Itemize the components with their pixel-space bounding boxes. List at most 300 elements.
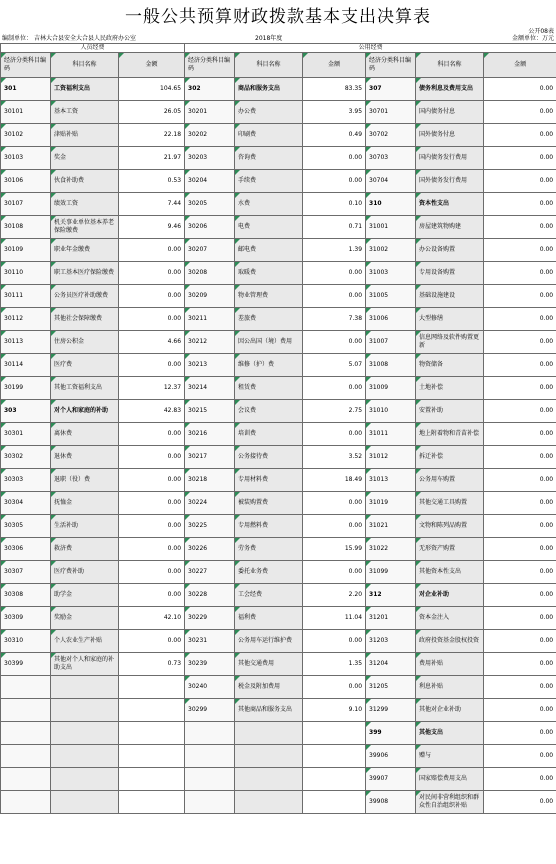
amount-cell: 9.46 [119, 216, 185, 239]
amount-cell: 0.00 [303, 331, 366, 354]
amount-cell: 0.00 [484, 607, 556, 630]
name-cell: 租赁费 [235, 377, 303, 400]
name-cell: 公务用车运行维护费 [235, 630, 303, 653]
report-meta [0, 33, 556, 43]
code-cell: 312 [366, 584, 416, 607]
code-cell: 30231 [185, 630, 235, 653]
amount-cell: 4.66 [119, 331, 185, 354]
amount-cell: 0.00 [119, 492, 185, 515]
name-cell [51, 745, 119, 768]
name-cell: 工会经费 [235, 584, 303, 607]
name-cell: 机关事业单位基本养老保险缴费 [51, 216, 119, 239]
name-cell: 医疗费 [51, 354, 119, 377]
name-cell: 劳务费 [235, 538, 303, 561]
amount-cell: 0.00 [484, 423, 556, 446]
code-cell: 30239 [185, 653, 235, 676]
name-cell: 其他工资福利支出 [51, 377, 119, 400]
amount-cell: 0.00 [484, 216, 556, 239]
amount-cell [303, 791, 366, 814]
amount-cell: 104.65 [119, 78, 185, 101]
name-cell: 培训费 [235, 423, 303, 446]
name-cell: 福利费 [235, 607, 303, 630]
table-row [1, 791, 556, 814]
code-cell: 30107 [1, 193, 51, 216]
name-cell: 国内债务付息 [416, 101, 484, 124]
table-row [1, 423, 556, 446]
name-cell: 文物和陈列品购置 [416, 515, 484, 538]
amount-cell: 0.00 [484, 331, 556, 354]
code-cell: 31001 [366, 216, 416, 239]
table-row [1, 216, 556, 239]
name-cell: 办公费 [235, 101, 303, 124]
name-cell: 房屋建筑物购建 [416, 216, 484, 239]
name-cell [235, 791, 303, 814]
amount-cell: 0.00 [484, 101, 556, 124]
code-cell: 30199 [1, 377, 51, 400]
name-cell [51, 791, 119, 814]
name-cell [51, 722, 119, 745]
name-cell: 对民间非营利组织和群众性自治组织补贴 [416, 791, 484, 814]
code-cell [1, 676, 51, 699]
code-cell: 30209 [185, 285, 235, 308]
amount-cell: 0.00 [484, 239, 556, 262]
amount-cell: 2.75 [303, 400, 366, 423]
amount-cell: 0.00 [303, 147, 366, 170]
code-cell: 31003 [366, 262, 416, 285]
amount-cell: 83.35 [303, 78, 366, 101]
code-cell: 30212 [185, 331, 235, 354]
name-cell: 职业年金缴费 [51, 239, 119, 262]
name-cell: 办公设备购置 [416, 239, 484, 262]
amount-cell: 18.49 [303, 469, 366, 492]
amount-cell: 3.52 [303, 446, 366, 469]
amount-cell: 0.00 [484, 791, 556, 814]
amount-cell: 0.00 [484, 561, 556, 584]
name-cell: 国外债务付息 [416, 124, 484, 147]
amount-cell: 11.04 [303, 607, 366, 630]
code-cell: 30701 [366, 101, 416, 124]
amount-cell: 0.00 [484, 78, 556, 101]
name-cell: 退职（役）费 [51, 469, 119, 492]
code-cell: 30309 [1, 607, 51, 630]
amount-cell: 0.00 [119, 584, 185, 607]
code-cell: 302 [185, 78, 235, 101]
table-row [1, 745, 556, 768]
table-row [1, 446, 556, 469]
code-cell [185, 768, 235, 791]
name-cell: 被装购置费 [235, 492, 303, 515]
code-cell: 30308 [1, 584, 51, 607]
table-row [1, 584, 556, 607]
code-cell: 30103 [1, 147, 51, 170]
code-cell: 30299 [185, 699, 235, 722]
table-row [1, 400, 556, 423]
code-cell: 31019 [366, 492, 416, 515]
col-header-amount: 金额 [303, 53, 366, 78]
code-cell: 39906 [366, 745, 416, 768]
name-cell: 国家赔偿费用支出 [416, 768, 484, 791]
code-cell: 30102 [1, 124, 51, 147]
table-row [1, 607, 556, 630]
code-cell: 30226 [185, 538, 235, 561]
amount-cell: 0.00 [303, 262, 366, 285]
table-row [1, 768, 556, 791]
amount-cell: 0.00 [484, 768, 556, 791]
report-year: 2018年度 [255, 35, 283, 42]
table-row [1, 308, 556, 331]
name-cell: 大型修缮 [416, 308, 484, 331]
code-cell: 30301 [1, 423, 51, 446]
name-cell: 住房公积金 [51, 331, 119, 354]
code-cell: 30101 [1, 101, 51, 124]
table-row [1, 285, 556, 308]
name-cell: 抚恤金 [51, 492, 119, 515]
table-row [1, 193, 556, 216]
amount-cell: 0.73 [119, 653, 185, 676]
amount-cell: 0.00 [484, 699, 556, 722]
amount-cell: 0.00 [484, 446, 556, 469]
name-cell: 电费 [235, 216, 303, 239]
unit-label: 编制单位： [2, 35, 33, 42]
amount-cell: 0.00 [484, 400, 556, 423]
code-cell: 31007 [366, 331, 416, 354]
name-cell [51, 676, 119, 699]
amount-cell: 0.00 [484, 630, 556, 653]
code-cell: 31021 [366, 515, 416, 538]
amount-cell: 0.00 [303, 561, 366, 584]
amount-cell: 0.00 [119, 446, 185, 469]
code-cell: 30216 [185, 423, 235, 446]
code-cell: 31009 [366, 377, 416, 400]
code-cell: 31011 [366, 423, 416, 446]
name-cell: 国外债务发行费用 [416, 170, 484, 193]
amount-cell [303, 745, 366, 768]
amount-cell: 0.00 [119, 538, 185, 561]
code-cell [1, 768, 51, 791]
code-cell: 30108 [1, 216, 51, 239]
name-cell: 其他商品和服务支出 [235, 699, 303, 722]
name-cell: 手续费 [235, 170, 303, 193]
code-cell: 30704 [366, 170, 416, 193]
code-cell [1, 722, 51, 745]
table-row [1, 78, 556, 101]
amount-cell [119, 699, 185, 722]
table-row [1, 331, 556, 354]
name-cell: 伙食补助费 [51, 170, 119, 193]
amount-cell: 0.00 [484, 538, 556, 561]
name-cell: 工资福利支出 [51, 78, 119, 101]
amount-cell: 0.00 [484, 147, 556, 170]
amount-cell: 0.00 [303, 423, 366, 446]
name-cell: 基本工资 [51, 101, 119, 124]
code-cell: 30304 [1, 492, 51, 515]
code-cell: 30307 [1, 561, 51, 584]
name-cell: 会议费 [235, 400, 303, 423]
col-header-name: 科目名称 [235, 53, 303, 78]
table-row [1, 101, 556, 124]
amount-cell: 0.00 [484, 469, 556, 492]
code-cell: 30215 [185, 400, 235, 423]
code-cell: 30305 [1, 515, 51, 538]
name-cell: 其他对企业补助 [416, 699, 484, 722]
amount-cell: 26.05 [119, 101, 185, 124]
table-number: 公开08表 [528, 28, 554, 35]
code-cell: 30204 [185, 170, 235, 193]
table-row [1, 515, 556, 538]
amount-cell: 0.00 [119, 423, 185, 446]
code-cell: 31008 [366, 354, 416, 377]
table-row [1, 170, 556, 193]
table-row [1, 676, 556, 699]
amount-cell: 0.00 [484, 722, 556, 745]
col-header-code: 经济分类科目编码 [185, 53, 235, 78]
name-cell [235, 768, 303, 791]
code-cell: 30217 [185, 446, 235, 469]
name-cell: 咨询费 [235, 147, 303, 170]
amount-cell: 0.00 [484, 170, 556, 193]
money-unit: 金额单位：万元 [511, 35, 554, 42]
table-row [1, 538, 556, 561]
code-cell: 30111 [1, 285, 51, 308]
name-cell [51, 768, 119, 791]
name-cell: 公务用车购置 [416, 469, 484, 492]
amount-cell: 0.00 [303, 492, 366, 515]
report-title: 一般公共预算财政拨款基本支出决算表 [125, 7, 431, 27]
amount-cell: 1.35 [303, 653, 366, 676]
amount-cell: 0.71 [303, 216, 366, 239]
amount-cell: 2.20 [303, 584, 366, 607]
name-cell: 基础设施建设 [416, 285, 484, 308]
code-cell: 30207 [185, 239, 235, 262]
name-cell: 物业管理费 [235, 285, 303, 308]
name-cell: 资本性支出 [416, 193, 484, 216]
code-cell: 30310 [1, 630, 51, 653]
amount-cell: 0.00 [484, 354, 556, 377]
name-cell: 信息网络及软件购置更新 [416, 331, 484, 354]
name-cell: 赠与 [416, 745, 484, 768]
amount-cell: 0.00 [119, 285, 185, 308]
name-cell: 助学金 [51, 584, 119, 607]
name-cell: 地上附着物和青苗补偿 [416, 423, 484, 446]
code-cell: 30228 [185, 584, 235, 607]
table-row [1, 653, 556, 676]
name-cell: 邮电费 [235, 239, 303, 262]
column-header-row [1, 53, 556, 78]
table-row [1, 469, 556, 492]
name-cell [235, 722, 303, 745]
amount-cell: 0.00 [484, 492, 556, 515]
amount-cell: 0.00 [484, 676, 556, 699]
section-header-row [1, 44, 556, 53]
amount-cell: 0.00 [303, 377, 366, 400]
table-row [1, 147, 556, 170]
amount-cell [119, 745, 185, 768]
code-cell: 30110 [1, 262, 51, 285]
code-cell: 30702 [366, 124, 416, 147]
code-cell: 301 [1, 78, 51, 101]
code-cell: 30227 [185, 561, 235, 584]
name-cell: 奖励金 [51, 607, 119, 630]
code-cell: 30213 [185, 354, 235, 377]
name-cell: 对个人和家庭的补助 [51, 400, 119, 423]
name-cell: 取暖费 [235, 262, 303, 285]
code-cell: 399 [366, 722, 416, 745]
amount-cell: 12.37 [119, 377, 185, 400]
table-row [1, 377, 556, 400]
amount-cell: 0.00 [119, 469, 185, 492]
code-cell: 30109 [1, 239, 51, 262]
table-row [1, 262, 556, 285]
amount-cell: 0.00 [303, 676, 366, 699]
amount-cell [303, 768, 366, 791]
amount-cell: 0.10 [303, 193, 366, 216]
code-cell: 39908 [366, 791, 416, 814]
code-cell: 30106 [1, 170, 51, 193]
name-cell: 专用材料费 [235, 469, 303, 492]
col-header-name: 科目名称 [416, 53, 484, 78]
code-cell [1, 699, 51, 722]
amount-cell: 9.10 [303, 699, 366, 722]
name-cell: 个人农业生产补贴 [51, 630, 119, 653]
name-cell: 安置补助 [416, 400, 484, 423]
amount-cell: 0.00 [119, 515, 185, 538]
amount-cell: 42.10 [119, 607, 185, 630]
code-cell: 31005 [366, 285, 416, 308]
col-header-amount: 金额 [484, 53, 556, 78]
col-header-code: 经济分类科目编码 [366, 53, 416, 78]
amount-cell [119, 676, 185, 699]
name-cell: 费用补贴 [416, 653, 484, 676]
code-cell [1, 745, 51, 768]
code-cell: 30114 [1, 354, 51, 377]
name-cell: 其他支出 [416, 722, 484, 745]
amount-cell: 0.00 [484, 584, 556, 607]
amount-cell: 21.97 [119, 147, 185, 170]
name-cell: 国内债务发行费用 [416, 147, 484, 170]
code-cell: 307 [366, 78, 416, 101]
amount-cell: 3.95 [303, 101, 366, 124]
code-cell: 30306 [1, 538, 51, 561]
amount-cell [303, 722, 366, 745]
name-cell: 专用设备购置 [416, 262, 484, 285]
amount-cell: 5.07 [303, 354, 366, 377]
code-cell: 31204 [366, 653, 416, 676]
amount-cell: 0.00 [303, 170, 366, 193]
code-cell [185, 791, 235, 814]
name-cell [51, 699, 119, 722]
col-header-code: 经济分类科目编码 [1, 53, 51, 78]
code-cell: 30225 [185, 515, 235, 538]
amount-cell: 0.00 [119, 308, 185, 331]
section-personnel: 人员经费 [1, 44, 185, 53]
code-cell: 30113 [1, 331, 51, 354]
code-cell [1, 791, 51, 814]
code-cell: 30202 [185, 124, 235, 147]
code-cell: 31012 [366, 446, 416, 469]
code-cell: 30240 [185, 676, 235, 699]
section-public: 公用经费 [185, 44, 556, 53]
code-cell [185, 722, 235, 745]
code-cell: 30224 [185, 492, 235, 515]
code-cell: 31203 [366, 630, 416, 653]
name-cell: 税金及附加费用 [235, 676, 303, 699]
table-row [1, 699, 556, 722]
amount-cell: 0.00 [119, 630, 185, 653]
name-cell: 其他资本性支出 [416, 561, 484, 584]
name-cell: 因公出国（境）费用 [235, 331, 303, 354]
name-cell: 水费 [235, 193, 303, 216]
code-cell [185, 745, 235, 768]
amount-cell: 0.00 [303, 630, 366, 653]
name-cell: 离休费 [51, 423, 119, 446]
amount-cell: 15.99 [303, 538, 366, 561]
name-cell: 退休费 [51, 446, 119, 469]
code-cell: 31002 [366, 239, 416, 262]
code-cell: 30201 [185, 101, 235, 124]
code-cell: 30214 [185, 377, 235, 400]
unit-name: 吉林大合县安全大合县人民政府办公室 [34, 35, 137, 42]
name-cell: 委托业务费 [235, 561, 303, 584]
amount-cell: 0.53 [119, 170, 185, 193]
amount-cell: 0.00 [484, 745, 556, 768]
amount-cell: 0.49 [303, 124, 366, 147]
code-cell: 30229 [185, 607, 235, 630]
amount-cell: 0.00 [484, 124, 556, 147]
code-cell: 31201 [366, 607, 416, 630]
amount-cell: 0.00 [484, 285, 556, 308]
code-cell: 303 [1, 400, 51, 423]
table-row [1, 561, 556, 584]
amount-cell: 0.00 [484, 193, 556, 216]
amount-cell: 0.00 [484, 377, 556, 400]
name-cell: 利息补贴 [416, 676, 484, 699]
table-row [1, 239, 556, 262]
code-cell: 310 [366, 193, 416, 216]
amount-cell: 0.00 [119, 561, 185, 584]
code-cell: 30218 [185, 469, 235, 492]
code-cell: 30303 [1, 469, 51, 492]
code-cell: 31205 [366, 676, 416, 699]
name-cell: 土地补偿 [416, 377, 484, 400]
col-header-amount: 金额 [119, 53, 185, 78]
amount-cell: 0.00 [119, 262, 185, 285]
col-header-name: 科目名称 [51, 53, 119, 78]
expenditure-table [0, 43, 556, 814]
code-cell: 30703 [366, 147, 416, 170]
code-cell: 30208 [185, 262, 235, 285]
amount-cell: 1.39 [303, 239, 366, 262]
amount-cell [119, 791, 185, 814]
amount-cell: 0.00 [484, 515, 556, 538]
table-row [1, 722, 556, 745]
code-cell: 30399 [1, 653, 51, 676]
name-cell: 救济费 [51, 538, 119, 561]
name-cell: 印刷费 [235, 124, 303, 147]
amount-cell: 7.44 [119, 193, 185, 216]
name-cell: 生活补助 [51, 515, 119, 538]
amount-cell: 0.00 [484, 653, 556, 676]
amount-cell: 0.00 [484, 308, 556, 331]
code-cell: 30205 [185, 193, 235, 216]
code-cell: 31299 [366, 699, 416, 722]
name-cell: 职工基本医疗保险缴费 [51, 262, 119, 285]
name-cell: 其他社会保障缴费 [51, 308, 119, 331]
code-cell: 30206 [185, 216, 235, 239]
code-cell: 31022 [366, 538, 416, 561]
name-cell: 差旅费 [235, 308, 303, 331]
name-cell: 医疗费补助 [51, 561, 119, 584]
code-cell: 31010 [366, 400, 416, 423]
